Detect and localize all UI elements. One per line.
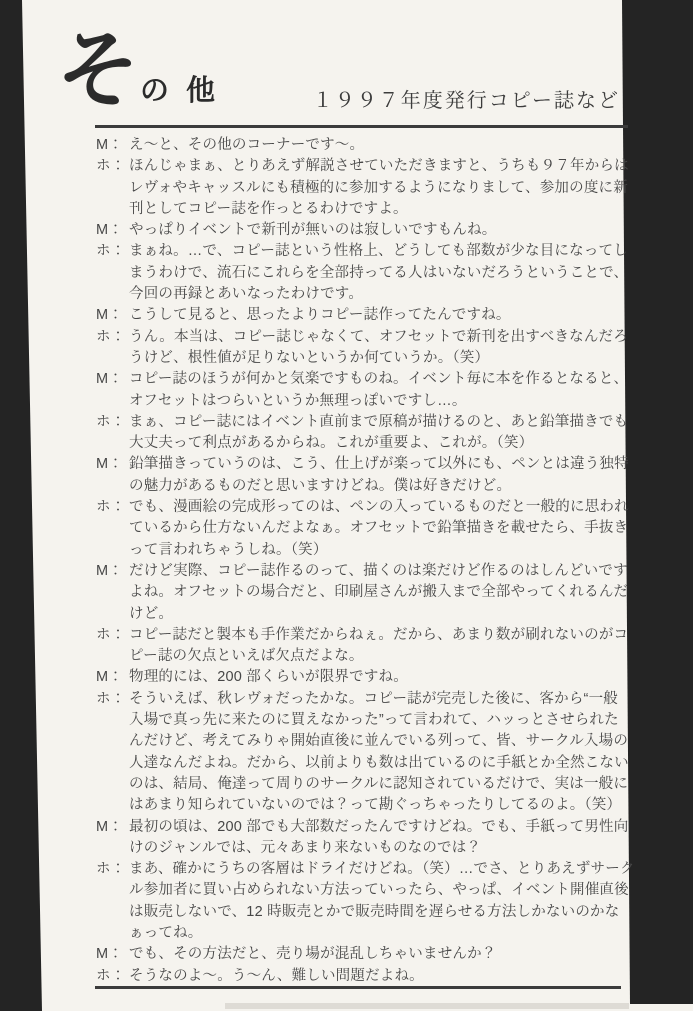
- speaker-label: [96, 284, 129, 305]
- dialogue-text: 最初の頃は、200 部でも大部数だったんですけどね。でも、手紙って男性向: [129, 818, 629, 835]
- speaker-label: [96, 540, 129, 561]
- dialogue-text: コピー誌のほうが何かと気楽ですものね。イベント毎に本を作るとなると、: [129, 371, 629, 388]
- dialogue-text: ているから仕方ないんだよなぁ。オフセットで鉛筆描きを載せたら、手抜き: [129, 520, 629, 537]
- dialogue-text: まぁ、コピー誌にはイベント直前まで原稿が描けるのと、あと鉛筆描きでも: [129, 413, 629, 430]
- speaker-label: ホ：: [96, 499, 126, 516]
- dialogue-text: うけど、根性値が足りないというか何ていうか。（笑）: [129, 349, 490, 366]
- speaker-label: [96, 646, 129, 667]
- speaker-label: [96, 348, 129, 369]
- speaker-label: ホ：: [96, 690, 126, 707]
- speaker-label: M：: [96, 222, 123, 239]
- dialogue-line: [96, 795, 628, 816]
- speaker-label: ホ：: [96, 158, 126, 175]
- dialogue-text: 鉛筆描きっていうのは、こう、仕上げが楽って以外にも、ペンとは違う独特: [129, 456, 629, 473]
- speaker-label: M：: [96, 307, 123, 324]
- dialogue-line: [96, 838, 628, 859]
- dialogue-line: [96, 412, 628, 433]
- dialogue-line: [96, 625, 628, 646]
- dialogue-line: [96, 774, 628, 795]
- dialogue-line: [96, 859, 635, 880]
- dialogue-line: [96, 667, 628, 688]
- dialogue: [96, 135, 635, 987]
- speaker-label: ホ：: [96, 413, 126, 430]
- dialogue-line: [96, 518, 628, 539]
- speaker-label: [96, 263, 129, 284]
- dialogue-text: そういえば、秋レヴォだったかな。コピー誌が完売した後に、客から“一般: [129, 690, 618, 707]
- dialogue-text: そうなのよ〜。う〜ん、難しい問題だよね。: [129, 967, 424, 984]
- speaker-label: [96, 476, 129, 497]
- dialogue-line: [96, 156, 628, 177]
- dialogue-text: 刊としてコピー誌を作っとるわけですよ。: [129, 200, 408, 217]
- dialogue-text: けのジャンルでは、元々あまり来ないものなのでは？: [129, 839, 482, 856]
- dialogue-text: でも、漫画絵の完成形ってのは、ペンの入っているものだと一般的に思われ: [129, 499, 629, 516]
- dialogue-text: 人達なんだよね。だから、以前よりも数は出ているのに手紙とか全然こない: [129, 754, 629, 771]
- dialogue-text: ぁってね。: [129, 924, 203, 941]
- dialogue-line: [96, 348, 628, 369]
- page-bottom-edge: [225, 1003, 629, 1009]
- speaker-label: [96, 923, 129, 944]
- dialogue-line: [96, 540, 628, 561]
- dialogue-text: ほんじゃまぁ、とりあえず解説させていただきますと、うちも９７年からは: [129, 158, 629, 175]
- dialogue-text: オフセットはつらいというか無理っぽいですし…。: [129, 392, 467, 409]
- dialogue-text: はあまり知られていないのでは？って勘ぐっちゃったりしてるのよ。（笑）: [129, 797, 622, 814]
- dialogue-text: まあ、確かにうちの客層はドライだけどね。（笑）…でさ、とりあえずサーク: [129, 861, 635, 878]
- page-title-main: そ: [56, 25, 141, 118]
- speaker-label: [96, 391, 129, 412]
- dialogue-text: けど。: [129, 605, 174, 622]
- dialogue-line: [96, 476, 628, 497]
- speaker-label: ホ：: [96, 243, 126, 260]
- dialogue-text: って言われちゃうしね。（笑）: [129, 541, 328, 558]
- dialogue-line: [96, 391, 628, 412]
- dialogue-line: [96, 561, 628, 582]
- dialogue-text: んだけど、考えてみりゃ開始直後に並んでいる列って、皆、サークル入場の: [129, 733, 629, 750]
- dialogue-line: [96, 178, 628, 199]
- dialogue-line: [96, 241, 628, 262]
- speaker-label: [96, 753, 129, 774]
- speaker-label: ホ：: [96, 861, 126, 878]
- dialogue-text: 物理的には、200 部くらいが限界ですね。: [129, 669, 408, 686]
- page-title-rest: の他: [140, 75, 233, 107]
- dialogue-text: こうして見ると、思ったよりコピー誌作ってたんですね。: [129, 307, 511, 324]
- dialogue-text: まぁね。…で、コピー誌という性格上、どうしても部数が少な目になってし: [129, 243, 628, 260]
- dialogue-text: やっぱりイベントで新刊が無いのは寂しいですもんね。: [129, 222, 497, 239]
- dialogue-line: [96, 305, 628, 326]
- speaker-label: M：: [96, 562, 123, 579]
- dialogue-line: [96, 135, 628, 156]
- dialogue-line: [96, 646, 628, 667]
- speaker-label: [96, 838, 129, 859]
- speaker-label: M：: [96, 669, 123, 686]
- dialogue-text: 入場で真っ先に来たのに買えなかった”って言われて、ハッっとさせられた: [129, 712, 619, 729]
- speaker-label: [96, 774, 129, 795]
- dialogue-line: [96, 817, 628, 838]
- dialogue-line: [96, 902, 628, 923]
- dialogue-line: [96, 454, 628, 475]
- dialogue-line: [96, 923, 628, 944]
- speaker-label: M：: [96, 818, 123, 835]
- dialogue-text: は販売しないで、12 時販売とかで販売時間を遅らせる方法しかないのかな: [129, 903, 620, 920]
- speaker-label: M：: [96, 371, 123, 388]
- dialogue-line: [96, 497, 628, 518]
- speaker-label: ホ：: [96, 328, 126, 345]
- speaker-label: ホ：: [96, 967, 126, 984]
- dialogue-text: 大丈夫って利点があるからね。これが重要よ、これが。（笑）: [129, 435, 534, 452]
- dialogue-line: [96, 327, 628, 348]
- speaker-label: [96, 582, 129, 603]
- dialogue-line: [96, 369, 628, 390]
- dialogue-line: [96, 689, 628, 710]
- dialogue-line: [96, 433, 628, 454]
- speaker-label: M：: [96, 456, 123, 473]
- dialogue-text: まうわけで、流石にこれらを全部持ってる人はいないだろうということで、: [129, 264, 629, 281]
- left-border-bar: [0, 0, 46, 1011]
- speaker-label: M：: [96, 137, 123, 153]
- dialogue-text: でも、その方法だと、売り場が混乱しちゃいませんか？: [129, 946, 497, 963]
- dialogue-line: [96, 220, 628, 241]
- speaker-label: [96, 795, 129, 816]
- speaker-label: [96, 433, 129, 454]
- dialogue-text: うん。本当は、コピー誌じゃなくて、オフセットで新刊を出すべきなんだろ: [129, 328, 628, 345]
- dialogue-line: [96, 880, 628, 901]
- dialogue-text: だけど実際、コピー誌作るのって、描くのは楽だけど作るのはしんどいです: [129, 562, 628, 579]
- speaker-label: M：: [96, 946, 123, 963]
- speaker-label: [96, 178, 129, 199]
- dialogue-text: コピー誌だと製本も手作業だからねぇ。だから、あまり数が刷れないのがコ: [129, 626, 629, 643]
- dialogue-text: ル参加者に買い占められない方法っていったら、やっぱ、イベント開催直後: [129, 882, 629, 899]
- speaker-label: [96, 902, 129, 923]
- dialogue-text: ピー誌の欠点といえば欠点だよな。: [129, 648, 364, 665]
- speaker-label: [96, 604, 129, 625]
- page-subtitle: １９９７年度発行コピー誌など: [312, 90, 620, 112]
- speaker-label: [96, 199, 129, 220]
- top-rule: [95, 125, 628, 128]
- dialogue-line: [96, 753, 628, 774]
- dialogue-line: [96, 582, 628, 603]
- bottom-rule: [95, 986, 621, 989]
- speaker-label: [96, 880, 129, 901]
- speaker-label: ホ：: [96, 626, 126, 643]
- dialogue-line: [96, 731, 628, 752]
- dialogue-line: [96, 604, 628, 625]
- speaker-label: [96, 518, 129, 539]
- dialogue-text: 今回の再録とあいなったわけです。: [129, 286, 364, 303]
- dialogue-line: [96, 710, 628, 731]
- dialogue-line: [96, 263, 628, 284]
- dialogue-text: え〜と、その他のコーナーです〜。: [129, 137, 365, 153]
- dialogue-line: [96, 284, 628, 305]
- speaker-label: [96, 710, 129, 731]
- dialogue-line: [96, 944, 628, 965]
- dialogue-text: よね。オフセットの場合だと、印刷屋さんが搬入まで全部やってくれるんだ: [129, 584, 629, 601]
- dialogue-line: [96, 199, 628, 220]
- speaker-label: [96, 731, 129, 752]
- dialogue-line: [96, 966, 628, 987]
- dialogue-text: レヴォやキャッスルにも積極的に参加するようになりまして、参加の度に新: [129, 179, 628, 196]
- dialogue-text: のは、結局、俺達って周りのサークルに認知されているだけで、実は一般に: [129, 775, 629, 792]
- dialogue-text: の魅力があるものだと思いますけどね。僕は好きだけど。: [129, 477, 512, 494]
